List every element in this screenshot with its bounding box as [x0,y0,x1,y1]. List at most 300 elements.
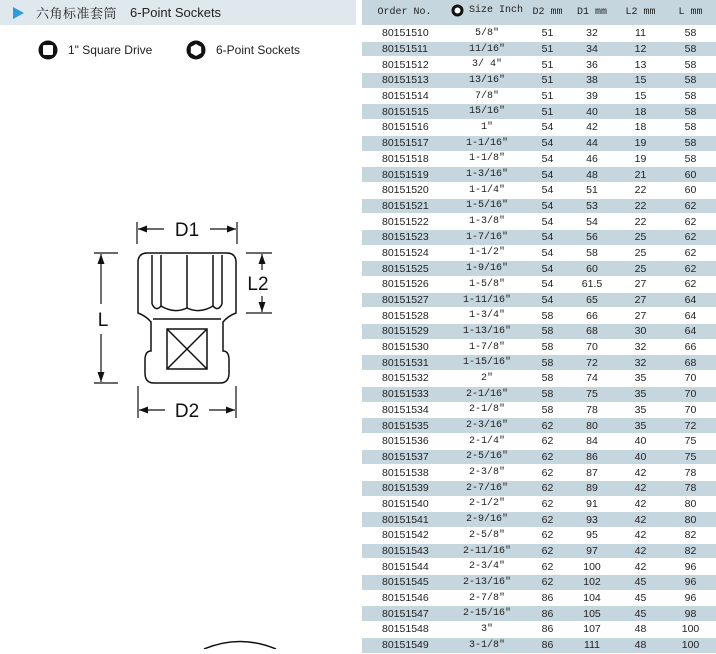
size-inch-cell: 13/16" [447,73,527,89]
size-inch-cell: 1-1/8" [447,151,527,167]
l-cell: 60 [665,167,716,183]
d1-cell: 56 [568,229,616,245]
d1-cell: 70 [568,339,616,355]
d2-cell: 51 [527,57,568,73]
order-no-cell: 80151527 [362,292,447,308]
l-cell: 62 [665,229,716,245]
size-inch-cell: 3" [447,622,527,638]
l-cell: 75 [665,433,716,449]
d1-cell: 60 [568,261,616,277]
d2-cell: 62 [527,559,568,575]
size-inch-cell: 2-15/16" [447,606,527,622]
l2-cell: 45 [616,606,665,622]
order-no-cell: 80151543 [362,543,447,559]
table-row [362,261,716,277]
table-row [362,433,716,449]
table-row [362,449,716,465]
size-inch-cell: 2-1/16" [447,386,527,402]
table-row [362,355,716,371]
d1-cell: 104 [568,590,616,606]
d2-cell: 62 [527,480,568,496]
l-cell: 64 [665,324,716,340]
d2-cell: 58 [527,308,568,324]
order-no-cell: 80151540 [362,496,447,512]
d1-cell: 80 [568,418,616,434]
d2-cell: 58 [527,402,568,418]
l-cell: 62 [665,198,716,214]
order-no-cell: 80151544 [362,559,447,575]
d1-cell: 46 [568,151,616,167]
order-no-cell: 80151541 [362,512,447,528]
d2-cell: 54 [527,182,568,198]
l-cell: 58 [665,41,716,57]
order-no-cell: 80151522 [362,214,447,230]
order-no-cell: 80151524 [362,245,447,261]
l2-cell: 35 [616,386,665,402]
l2-cell: 13 [616,57,665,73]
d2-cell: 54 [527,151,568,167]
l-cell: 62 [665,214,716,230]
l2-cell: 42 [616,543,665,559]
order-no-cell: 80151525 [362,261,447,277]
legend-six-point [186,40,300,60]
size-inch-cell: 1-3/4" [447,308,527,324]
l2-cell: 42 [616,528,665,544]
legend [38,40,338,62]
d2-cell: 62 [527,449,568,465]
d2-cell: 54 [527,135,568,151]
order-no-cell: 80151534 [362,402,447,418]
size-inch-cell: 3/ 4" [447,57,527,73]
order-no-cell: 80151528 [362,308,447,324]
d2-cell: 86 [527,637,568,653]
size-inch-cell: 2-5/16" [447,449,527,465]
col-size-inch-label: Size Inch [468,5,523,16]
order-no-cell: 80151523 [362,229,447,245]
d1-cell: 78 [568,402,616,418]
l2-cell: 11 [616,26,665,42]
d1-cell: 74 [568,371,616,387]
table-header-row [362,0,716,26]
col-d1: D1 mm [568,0,616,26]
l-cell: 70 [665,402,716,418]
d1-cell: 89 [568,480,616,496]
l2-cell: 42 [616,480,665,496]
order-no-cell: 80151536 [362,433,447,449]
table-row [362,308,716,324]
table-row [362,88,716,104]
order-no-cell: 80151521 [362,198,447,214]
order-no-cell: 80151531 [362,355,447,371]
table-row [362,402,716,418]
d1-cell: 58 [568,245,616,261]
d1-cell: 42 [568,120,616,136]
l-cell: 100 [665,637,716,653]
size-inch-cell: 1-7/16" [447,229,527,245]
col-order-no: Order No. [362,0,447,26]
size-inch-cell: 2" [447,371,527,387]
socket-dimension-drawing [0,200,310,430]
table-row [362,637,716,653]
table-row [362,104,716,120]
order-no-cell: 80151510 [362,26,447,42]
order-no-cell: 80151545 [362,575,447,591]
d2-cell: 62 [527,575,568,591]
d2-cell: 54 [527,214,568,230]
d1-cell: 68 [568,324,616,340]
order-no-cell: 80151530 [362,339,447,355]
l2-cell: 27 [616,308,665,324]
order-no-cell: 80151532 [362,371,447,387]
header-title-cn: 六角标准套筒 [36,6,118,21]
d2-cell: 54 [527,245,568,261]
order-no-cell: 80151513 [362,73,447,89]
size-inch-cell: 2-13/16" [447,575,527,591]
l2-cell: 42 [616,496,665,512]
table-row [362,590,716,606]
l2-cell: 35 [616,371,665,387]
legend-drive-label: 1" Square Drive [68,43,153,57]
d2-cell: 54 [527,292,568,308]
order-no-cell: 80151515 [362,104,447,120]
l-cell: 62 [665,245,716,261]
size-inch-cell: 1-15/16" [447,355,527,371]
d2-cell: 51 [527,26,568,42]
l-cell: 60 [665,182,716,198]
l-label: L [97,310,109,331]
table-row [362,151,716,167]
l2-cell: 40 [616,449,665,465]
size-inch-cell: 5/8" [447,26,527,42]
table-row [362,622,716,638]
order-no-cell: 80151517 [362,135,447,151]
l2-cell: 25 [616,261,665,277]
size-inch-cell: 3-1/8" [447,637,527,653]
table-row [362,465,716,481]
l-cell: 66 [665,339,716,355]
table-row [362,292,716,308]
table-row [362,229,716,245]
size-inch-cell: 1-1/2" [447,245,527,261]
l-cell: 78 [665,465,716,481]
d1-cell: 39 [568,88,616,104]
order-no-cell: 80151511 [362,41,447,57]
l-cell: 62 [665,261,716,277]
size-inch-cell: 1-11/16" [447,292,527,308]
d1-cell: 53 [568,198,616,214]
order-no-cell: 80151546 [362,590,447,606]
size-inch-cell: 15/16" [447,104,527,120]
size-inch-cell: 2-5/8" [447,528,527,544]
table-row [362,386,716,402]
order-no-cell: 80151549 [362,637,447,653]
size-inch-cell: 1-1/4" [447,182,527,198]
l2-cell: 22 [616,182,665,198]
table-row [362,167,716,183]
l-cell: 70 [665,386,716,402]
l-cell: 98 [665,606,716,622]
l-cell: 80 [665,512,716,528]
l2-cell: 22 [616,214,665,230]
order-no-cell: 80151548 [362,622,447,638]
l-cell: 96 [665,575,716,591]
d1-cell: 34 [568,41,616,57]
order-no-cell: 80151516 [362,120,447,136]
l-cell: 64 [665,292,716,308]
l-cell: 58 [665,57,716,73]
table-row [362,41,716,57]
table-row [362,26,716,42]
l2-cell: 42 [616,559,665,575]
order-no-cell: 80151538 [362,465,447,481]
l2-cell: 45 [616,590,665,606]
order-no-cell: 80151539 [362,480,447,496]
d1-cell: 40 [568,104,616,120]
size-inch-cell: 2-3/16" [447,418,527,434]
l-cell: 58 [665,88,716,104]
l2-cell: 12 [616,41,665,57]
d2-cell: 62 [527,496,568,512]
d1-cell: 97 [568,543,616,559]
size-inch-cell: 2-7/16" [447,480,527,496]
order-no-cell: 80151542 [362,528,447,544]
l2-cell: 32 [616,355,665,371]
col-d2: D2 mm [527,0,568,26]
order-no-cell: 80151514 [362,88,447,104]
l2-cell: 18 [616,120,665,136]
size-inch-cell: 1-7/8" [447,339,527,355]
d1-cell: 38 [568,73,616,89]
square-drive-icon [38,40,58,60]
triangle-arrow-icon [13,7,24,19]
section-header [0,0,356,25]
table-row [362,606,716,622]
d1-cell: 86 [568,449,616,465]
col-l2: L2 mm [616,0,665,26]
l-cell: 70 [665,371,716,387]
l-cell: 78 [665,480,716,496]
l2-cell: 32 [616,339,665,355]
socket-outline [138,253,236,383]
d1-cell: 36 [568,57,616,73]
table-row [362,245,716,261]
table-row [362,512,716,528]
l-cell: 62 [665,277,716,293]
d2-cell: 62 [527,465,568,481]
order-no-cell: 80151512 [362,57,447,73]
table-row [362,182,716,198]
d1-cell: 51 [568,182,616,198]
d1-cell: 48 [568,167,616,183]
l-cell: 58 [665,120,716,136]
d1-cell: 75 [568,386,616,402]
table-row [362,120,716,136]
d2-cell: 54 [527,229,568,245]
l-cell: 58 [665,151,716,167]
l2-cell: 40 [616,433,665,449]
order-no-cell: 80151547 [362,606,447,622]
d1-cell: 44 [568,135,616,151]
size-inch-cell: 2-1/4" [447,433,527,449]
order-no-cell: 80151529 [362,324,447,340]
l-cell: 75 [665,449,716,465]
l2-cell: 35 [616,418,665,434]
l2-cell: 15 [616,88,665,104]
d1-cell: 66 [568,308,616,324]
l2-cell: 45 [616,575,665,591]
order-no-cell: 80151533 [362,386,447,402]
table-row [362,277,716,293]
l-cell: 58 [665,104,716,120]
table-row [362,214,716,230]
table-row [362,418,716,434]
d1-cell: 32 [568,26,616,42]
d1-cell: 100 [568,559,616,575]
d1-cell: 95 [568,528,616,544]
table-row [362,575,716,591]
d2-cell: 54 [527,277,568,293]
header-title-en: 6-Point Sockets [130,5,222,20]
l2-cell: 22 [616,198,665,214]
size-inch-cell: 1-13/16" [447,324,527,340]
d1-cell: 54 [568,214,616,230]
hexagon-icon [186,40,206,60]
d2-cell: 51 [527,41,568,57]
size-inch-cell: 2-1/2" [447,496,527,512]
d1-cell: 91 [568,496,616,512]
l-cell: 82 [665,543,716,559]
l2-cell: 48 [616,622,665,638]
table-row [362,73,716,89]
size-inch-cell: 7/8" [447,88,527,104]
d1-cell: 65 [568,292,616,308]
l-cell: 64 [665,308,716,324]
table-row [362,480,716,496]
d2-cell: 62 [527,433,568,449]
socket-circle-icon [451,4,464,17]
d2-cell: 58 [527,324,568,340]
table-row [362,135,716,151]
order-no-cell: 80151537 [362,449,447,465]
table-row [362,57,716,73]
d1-cell: 84 [568,433,616,449]
d2-cell: 51 [527,73,568,89]
l2-cell: 19 [616,135,665,151]
l-cell: 96 [665,559,716,575]
d1-cell: 61.5 [568,277,616,293]
d2-cell: 58 [527,371,568,387]
d2-cell: 62 [527,543,568,559]
d2-cell: 86 [527,590,568,606]
d1-cell: 72 [568,355,616,371]
d2-cell: 54 [527,120,568,136]
d1-label: D1 [174,220,200,241]
order-no-cell: 80151535 [362,418,447,434]
l2-cell: 25 [616,229,665,245]
d2-cell: 54 [527,198,568,214]
l-cell: 58 [665,26,716,42]
order-no-cell: 80151526 [362,277,447,293]
table-row [362,371,716,387]
d2-cell: 58 [527,386,568,402]
d2-cell: 62 [527,418,568,434]
d2-cell: 58 [527,339,568,355]
order-no-cell: 80151519 [362,167,447,183]
d1-cell: 93 [568,512,616,528]
size-inch-cell: 1" [447,120,527,136]
d2-cell: 51 [527,104,568,120]
l2-cell: 25 [616,245,665,261]
l2-cell: 27 [616,277,665,293]
l2-cell: 35 [616,402,665,418]
d2-cell: 62 [527,528,568,544]
d2-cell: 58 [527,355,568,371]
table-row [362,559,716,575]
d1-cell: 105 [568,606,616,622]
d2-cell: 51 [527,88,568,104]
size-inch-cell: 1-5/16" [447,198,527,214]
l2-cell: 30 [616,324,665,340]
table-row [362,543,716,559]
order-no-cell: 80151520 [362,182,447,198]
l-cell: 68 [665,355,716,371]
l-cell: 82 [665,528,716,544]
l-cell: 72 [665,418,716,434]
size-inch-cell: 1-3/16" [447,167,527,183]
next-figure-edge [200,630,280,649]
table-row [362,496,716,512]
d2-cell: 62 [527,512,568,528]
l2-cell: 42 [616,512,665,528]
table-row [362,324,716,340]
legend-type-label: 6-Point Sockets [216,43,301,57]
spec-table [362,0,716,654]
d1-cell: 87 [568,465,616,481]
size-inch-cell: 2-7/8" [447,590,527,606]
l-cell: 80 [665,496,716,512]
table-row [362,339,716,355]
col-size-inch [447,0,527,26]
l-cell: 100 [665,622,716,638]
l2-cell: 42 [616,465,665,481]
size-inch-cell: 1-3/8" [447,214,527,230]
d1-cell: 107 [568,622,616,638]
d2-cell: 54 [527,167,568,183]
size-inch-cell: 2-1/8" [447,402,527,418]
size-inch-cell: 2-3/8" [447,465,527,481]
col-l: L mm [665,0,716,26]
d2-label: D2 [174,401,200,422]
l2-cell: 21 [616,167,665,183]
table-row [362,198,716,214]
table-row [362,528,716,544]
d2-cell: 54 [527,261,568,277]
order-no-cell: 80151518 [362,151,447,167]
size-inch-cell: 1-9/16" [447,261,527,277]
l2-cell: 48 [616,637,665,653]
d1-cell: 111 [568,637,616,653]
l-cell: 96 [665,590,716,606]
size-inch-cell: 2-11/16" [447,543,527,559]
l2-cell: 18 [616,104,665,120]
d2-cell: 86 [527,622,568,638]
legend-square-drive [38,40,152,60]
d2-cell: 86 [527,606,568,622]
size-inch-cell: 11/16" [447,41,527,57]
size-inch-cell: 1-5/8" [447,277,527,293]
l-cell: 58 [665,135,716,151]
l2-cell: 27 [616,292,665,308]
